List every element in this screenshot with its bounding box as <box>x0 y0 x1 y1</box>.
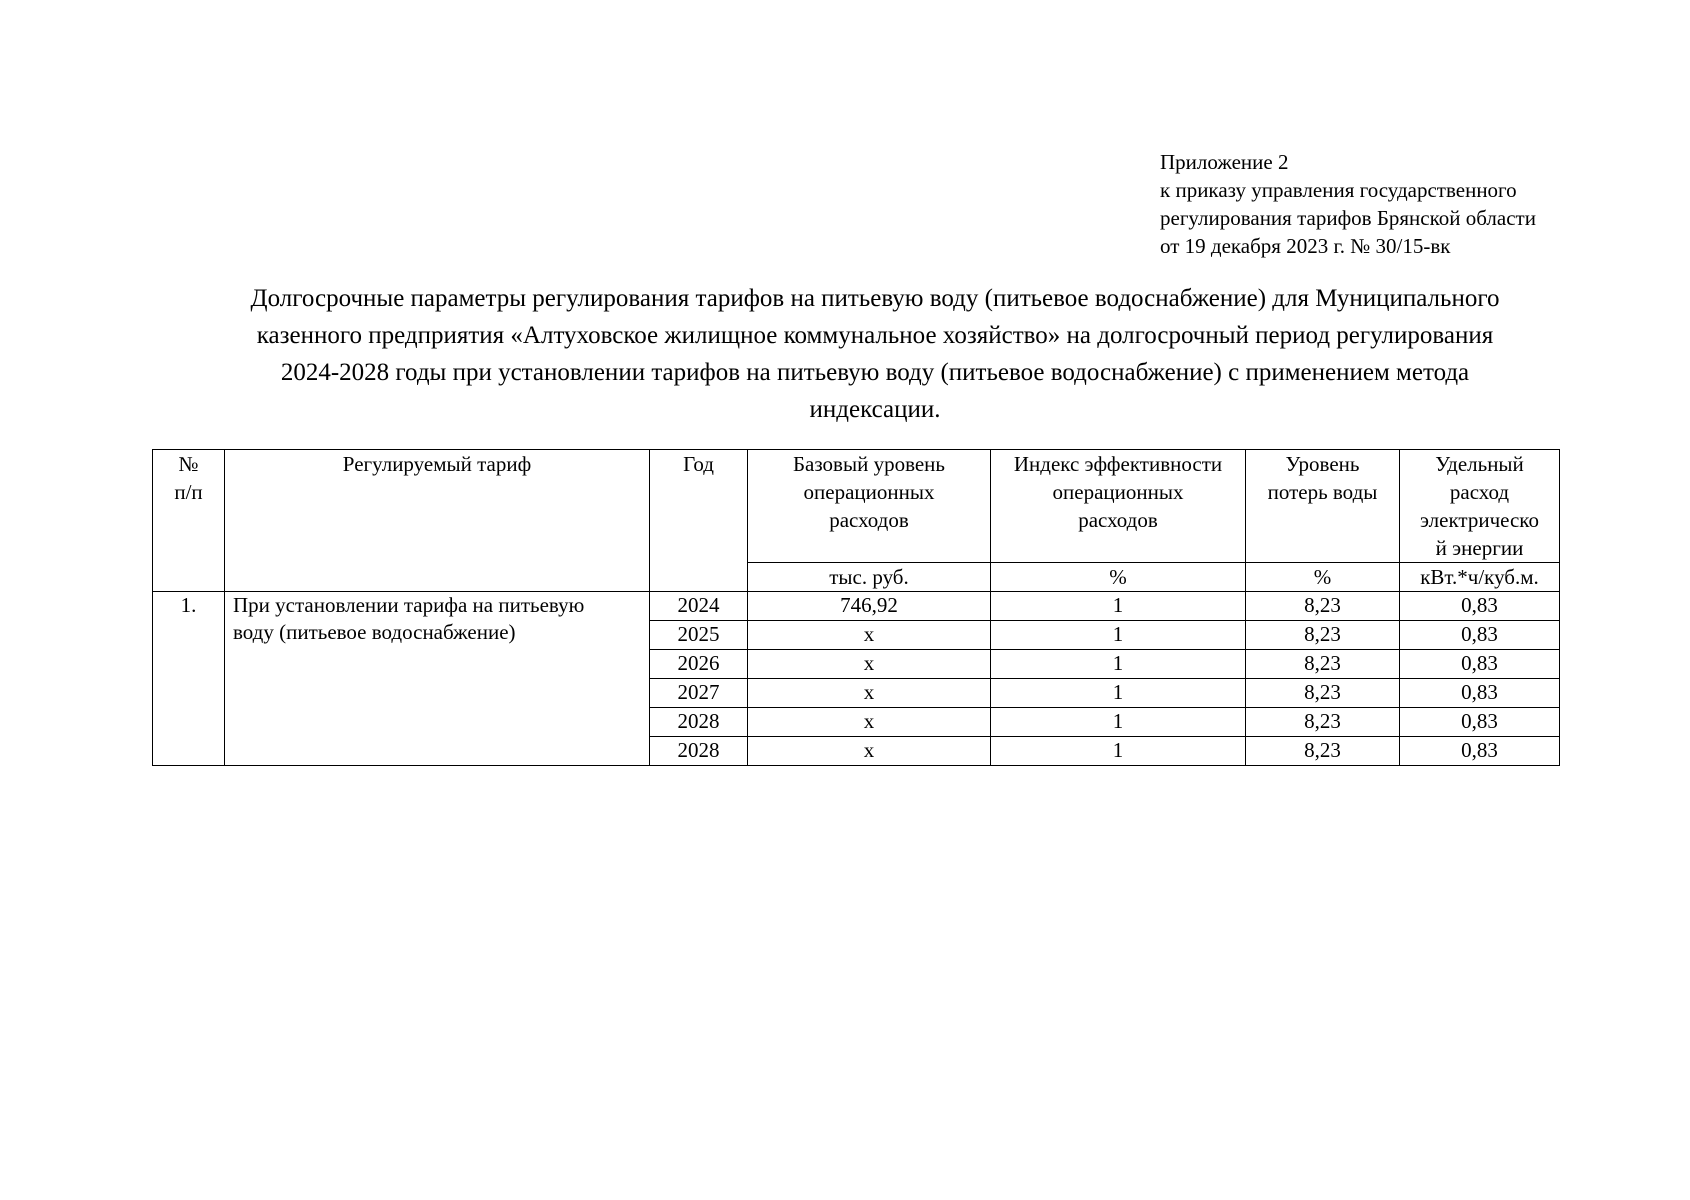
appendix-line: к приказу управления государственного <box>1160 178 1517 202</box>
header-text: операционных <box>803 480 935 504</box>
cell-base: х <box>748 679 991 708</box>
header-row <box>153 450 1560 563</box>
header-text: Уровень <box>1285 452 1360 476</box>
cell-energy: 0,83 <box>1400 679 1560 708</box>
header-efficiency-index <box>991 450 1246 563</box>
cell-base: х <box>748 621 991 650</box>
header-energy-consumption <box>1400 450 1560 563</box>
title-line: Долгосрочные параметры регулирования тарифов на питьевую воду (питьевое водоснабжение) для Муниципального <box>250 285 1500 312</box>
cell-losses: 8,23 <box>1246 592 1400 621</box>
title-line: индексации. <box>809 396 941 423</box>
cell-losses: 8,23 <box>1246 737 1400 766</box>
tariff-name-line: воду (питьевое водоснабжение) <box>233 620 516 644</box>
cell-year: 2028 <box>650 737 748 766</box>
header-text: Регулируемый тариф <box>342 452 532 476</box>
cell-base: х <box>748 737 991 766</box>
header-tariff <box>225 450 650 592</box>
header-text: п/п <box>174 480 203 504</box>
header-text: электрическо <box>1420 508 1539 532</box>
cell-losses: 8,23 <box>1246 650 1400 679</box>
unit-losses: % <box>1246 563 1400 592</box>
cell-index: 1 <box>991 621 1246 650</box>
cell-year: 2026 <box>650 650 748 679</box>
table-row <box>153 592 1560 621</box>
cell-losses: 8,23 <box>1246 621 1400 650</box>
cell-index: 1 <box>991 592 1246 621</box>
cell-energy: 0,83 <box>1400 708 1560 737</box>
header-text: расходов <box>1078 508 1158 532</box>
cell-year: 2024 <box>650 592 748 621</box>
header-year <box>650 450 748 592</box>
cell-index: 1 <box>991 708 1246 737</box>
header-text: операционных <box>1052 480 1184 504</box>
header-text: й энергии <box>1435 536 1524 560</box>
unit-energy: кВт.*ч/куб.м. <box>1400 563 1560 592</box>
header-text: № <box>178 452 199 476</box>
cell-base: 746,92 <box>748 592 991 621</box>
tariff-name-line: При установлении тарифа на питьевую <box>233 593 585 617</box>
appendix-line: от 19 декабря 2023 г. № 30/15-вк <box>1160 234 1451 258</box>
header-text: Удельный <box>1435 452 1524 476</box>
unit-base: тыс. руб. <box>748 563 991 592</box>
cell-year: 2025 <box>650 621 748 650</box>
header-text: Год <box>683 452 714 476</box>
title-line: 2024-2028 годы при установлении тарифов на питьевую воду (питьевое водоснабжение) с применением метода <box>280 359 1470 386</box>
header-water-losses <box>1246 450 1400 563</box>
cell-losses: 8,23 <box>1246 679 1400 708</box>
appendix-line: Приложение 2 <box>1160 150 1289 174</box>
cell-energy: 0,83 <box>1400 592 1560 621</box>
header-base-level <box>748 450 991 563</box>
header-text: потерь воды <box>1267 480 1378 504</box>
cell-base: х <box>748 708 991 737</box>
title-line: казенного предприятия «Алтуховское жилищное коммунальное хозяйство» на долгосрочный период регулирования <box>256 322 1494 349</box>
cell-energy: 0,83 <box>1400 650 1560 679</box>
tariff-name <box>225 592 650 766</box>
cell-losses: 8,23 <box>1246 708 1400 737</box>
header-text: расход <box>1449 480 1510 504</box>
cell-year: 2028 <box>650 708 748 737</box>
appendix-block <box>1160 148 1536 260</box>
header-num <box>153 450 225 592</box>
header-text: расходов <box>829 508 909 532</box>
header-text: Базовый уровень <box>793 452 945 476</box>
cell-energy: 0,83 <box>1400 737 1560 766</box>
header-text: Индекс эффективности <box>1013 452 1223 476</box>
parameters-table <box>152 449 1560 766</box>
cell-base: х <box>748 650 991 679</box>
cell-index: 1 <box>991 679 1246 708</box>
cell-index: 1 <box>991 650 1246 679</box>
cell-index: 1 <box>991 737 1246 766</box>
row-number: 1. <box>153 592 225 766</box>
appendix-line: регулирования тарифов Брянской области <box>1160 206 1536 230</box>
unit-index: % <box>991 563 1246 592</box>
cell-energy: 0,83 <box>1400 621 1560 650</box>
cell-year: 2027 <box>650 679 748 708</box>
document-title <box>150 280 1600 428</box>
